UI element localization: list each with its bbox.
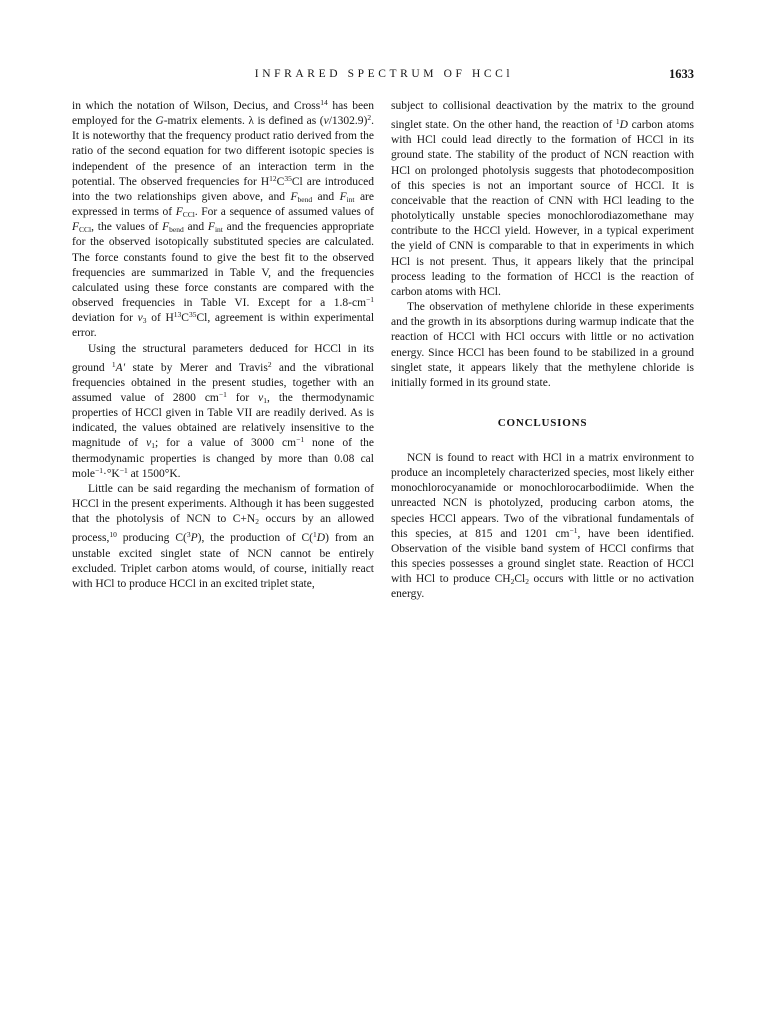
paragraph-thermodynamics: Using the structural parameters deduced for HCCl in its ground $^1$A′ state by Merer and Travis$^2$ and the vibrational frequencies obtained in the present studies, together with an assumed value of 2800 $cm^{-1}$ for $\nu_1$, the thermodynamic properties of HCCl given in Table VII are readily derived. As is indicated, the values obtained are relatively insensitive to the magnitude of $\nu_1$; for a value of 3000 $cm^{-1}$ none of the thermodynamic properties is changed by more than 0.08 cal $mole^{-1}\cdot^\circ K^{-1}$ at 1500°K.: [72, 342, 375, 480]
paragraph-conclusions: NCN is found to react with HCl in a matrix environment to produce an incompletely characterized species, most likely either monochlorocyanamide or monochlorocarbodiimide. When the unreacted NCN is photolyzed, producing carbon atoms, the species HCCl appears. Two of the vibrational fundamentals of this species, at 815 and 1201 $cm^{-1}$, have been identified. Observation of the visible band system of HCCl confirms that this species possesses a ground singlet state. Reaction of HCCl with HCl to produce $CH_2Cl_2$ occurs with little or no activation energy.: [391, 451, 694, 601]
paragraph-notation: in which the notation of Wilson, Decius, and Cross$^{14}$ has been employed for the G-matrix elements. λ is defined as $(\nu/1302.9)^2$. It is noteworthy that the frequency product ratio derived from the ratio of the second equation for two different isotopic species is independent of the presence of an interaction term in the potential. The observed frequencies for $H^{12}C^{35}Cl$ are introduced into the two relationships given above, and $F_{bend}$ and $F_{int}$ are expressed in terms of $F_{CCl}$. For a sequence of assumed values of $F_{CCl}$, the values of $F_{bend}$ and $F_{int}$ and the frequencies appropriate for the observed isotopically substituted species are calculated. The force constants found to give the best fit to the observed frequencies are summarized in Table V, and the frequencies calculated using these force constants are compared with the observed frequencies in Table VI. Except for a $1.8-cm^{-1}$ deviation for $\nu_3$ of $H^{13}C^{35}Cl$, agreement is within experimental error.: [72, 98, 375, 340]
left-column: [72, 99, 374, 592]
page-header: [72, 68, 696, 88]
section-heading-conclusions: CONCLUSIONS: [497, 416, 588, 429]
paragraph-mechanism: Little can be said regarding the mechanism of formation of HCCl in the present experiments. Although it has been suggested that the photolysis of NCN to $C+N_2$ occurs by an allowed process,$^{10}$ producing C($^3$P), the production of C($^1$D) from an unstable excited singlet state of NCN cannot be entirely excluded. Triplet carbon atoms would, of course, initially react with HCl to produce HCCl in an excited triplet state,: [72, 482, 374, 590]
paragraph-methylene-chloride: The observation of methylene chloride in these experiments and the growth in its absorptions during warmup indicate that the reaction of HCCl with HCl occurs with little or no activation energy. Since HCCl has been found to be stabilized in a ground singlet state, it appears likely that the methylene chloride is initially formed in its ground state.: [391, 301, 694, 389]
page-number: 1633: [669, 67, 694, 81]
right-column: [391, 99, 694, 603]
paragraph-deactivation: subject to collisional deactivation by the matrix to the ground singlet state. On the other hand, the reaction of $^1$D carbon atoms with HCl could lead directly to the formation of HCCl in its ground state. The stability of the product of NCN reaction with HCl on prolonged photolysis suggests that photodecomposition of this species is not an important source of HCCl. It is conceivable that the reaction of CNN with HCl leading to the photolytically unstable species monochlorodiazomethane may contribute to the HCCl yield. However, in a typical experiment the yield of CNN is comparable to that in experiments in which HCl is not present. Thus, it appears likely that the principal process leading to the formation of HCCl is the reaction of carbon atoms with HCl.: [391, 100, 694, 298]
running-title: INFRARED SPECTRUM OF HCCl: [254, 68, 514, 80]
